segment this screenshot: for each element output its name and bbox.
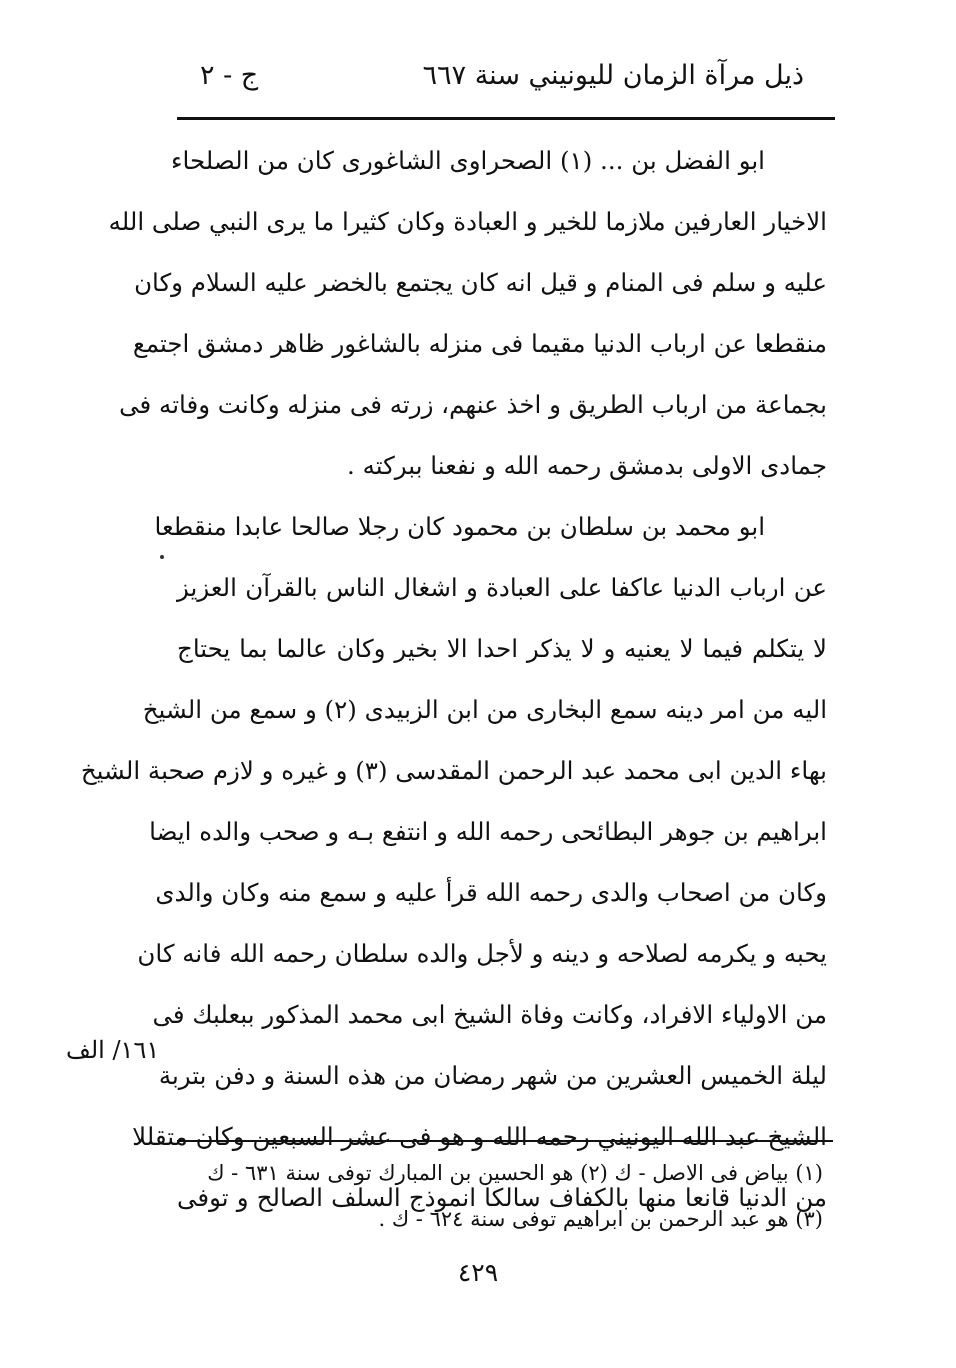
text-line: بهاء الدين ابى محمد عبد الرحمن المقدسى (٣) و غيره و لازم صحبة الشيخ — [80, 756, 827, 785]
text-line: من الدنيا قانعا منها بالكفاف سالكا انموذج السلف الصالح و توفى — [177, 1183, 827, 1212]
footnote-line: (١) بياض فى الاصل - ك (٢) هو الحسين بن المبارك توفى سنة ٦٣١ - ك — [207, 1161, 823, 1185]
running-header-volume: ج - ٢ — [200, 60, 259, 91]
footnotes — [177, 1150, 823, 1242]
text-line: يحبه و يكرمه لصلاحه و دينه و لأجل والده سلطان رحمه الله فانه كان — [137, 939, 827, 968]
text-line: ابو الفضل بن ... (١) الصحراوى الشاغورى كان من الصلحاء — [170, 146, 765, 175]
header-rule — [177, 117, 835, 120]
text-line: الاخيار العارفين ملازما للخير و العبادة وكان كثيرا ما يرى النبي صلى الله — [108, 207, 827, 236]
text-line: عن ارباب الدنيا عاكفا على العبادة و اشغال الناس بالقرآن العزيز — [177, 573, 827, 602]
page-number: ٤٢٩ — [457, 1258, 499, 1287]
footnote-rule — [177, 1140, 833, 1142]
text-line: منقطعا عن ارباب الدنيا مقيما فى منزله بالشاغور ظاهر دمشق اجتمع — [132, 329, 827, 358]
text-line: جمادى الاولى بدمشق رحمه الله و نفعنا ببركته . — [347, 451, 827, 480]
manuscript-folio-note: ١٦١/ الف — [66, 1036, 160, 1064]
text-line: ابراهيم بن جوهر البطائحى رحمه الله و انتفع بـه و صحب والده ايضا — [149, 817, 827, 846]
text-line: وكان من اصحاب والدى رحمه الله قرأ عليه و سمع منه وكان والدى — [155, 878, 827, 907]
text-line: من الاولياء الافراد، وكانت وفاة الشيخ ابى محمد المذكور ببعلبك فى — [152, 1000, 827, 1029]
ink-speck — [160, 555, 164, 559]
footnote-line: (٣) هو عبد الرحمن بن ابراهيم توفى سنة ٦٢٤ - ك . — [378, 1207, 823, 1231]
text-line: الشيخ عبد الله اليونيني رحمه الله و هو فى عشر السبعين وكان متقللا — [132, 1122, 827, 1151]
text-line: عليه و سلم فى المنام و قيل انه كان يجتمع بالخضر عليه السلام وكان — [134, 268, 827, 297]
text-line: ليلة الخميس العشرين من شهر رمضان من هذه السنة و دفن بتربة — [158, 1061, 827, 1090]
text-line: بجماعة من ارباب الطريق و اخذ عنهم، زرته فى منزله وكانت وفاته فى — [119, 390, 827, 419]
running-header-title: ذيل مرآة الزمان لليونيني سنة ٦٦٧ — [422, 60, 804, 91]
text-line: اليه من امر دينه سمع البخارى من ابن الزبيدى (٢) و سمع من الشيخ — [142, 695, 827, 724]
text-line: لا يتكلم فيما لا يعنيه و لا يذكر احدا الا بخير وكان عالما بما يحتاج — [177, 634, 827, 663]
text-line: ابو محمد بن سلطان بن محمود كان رجلا صالحا عابدا منقطعا — [154, 512, 765, 541]
